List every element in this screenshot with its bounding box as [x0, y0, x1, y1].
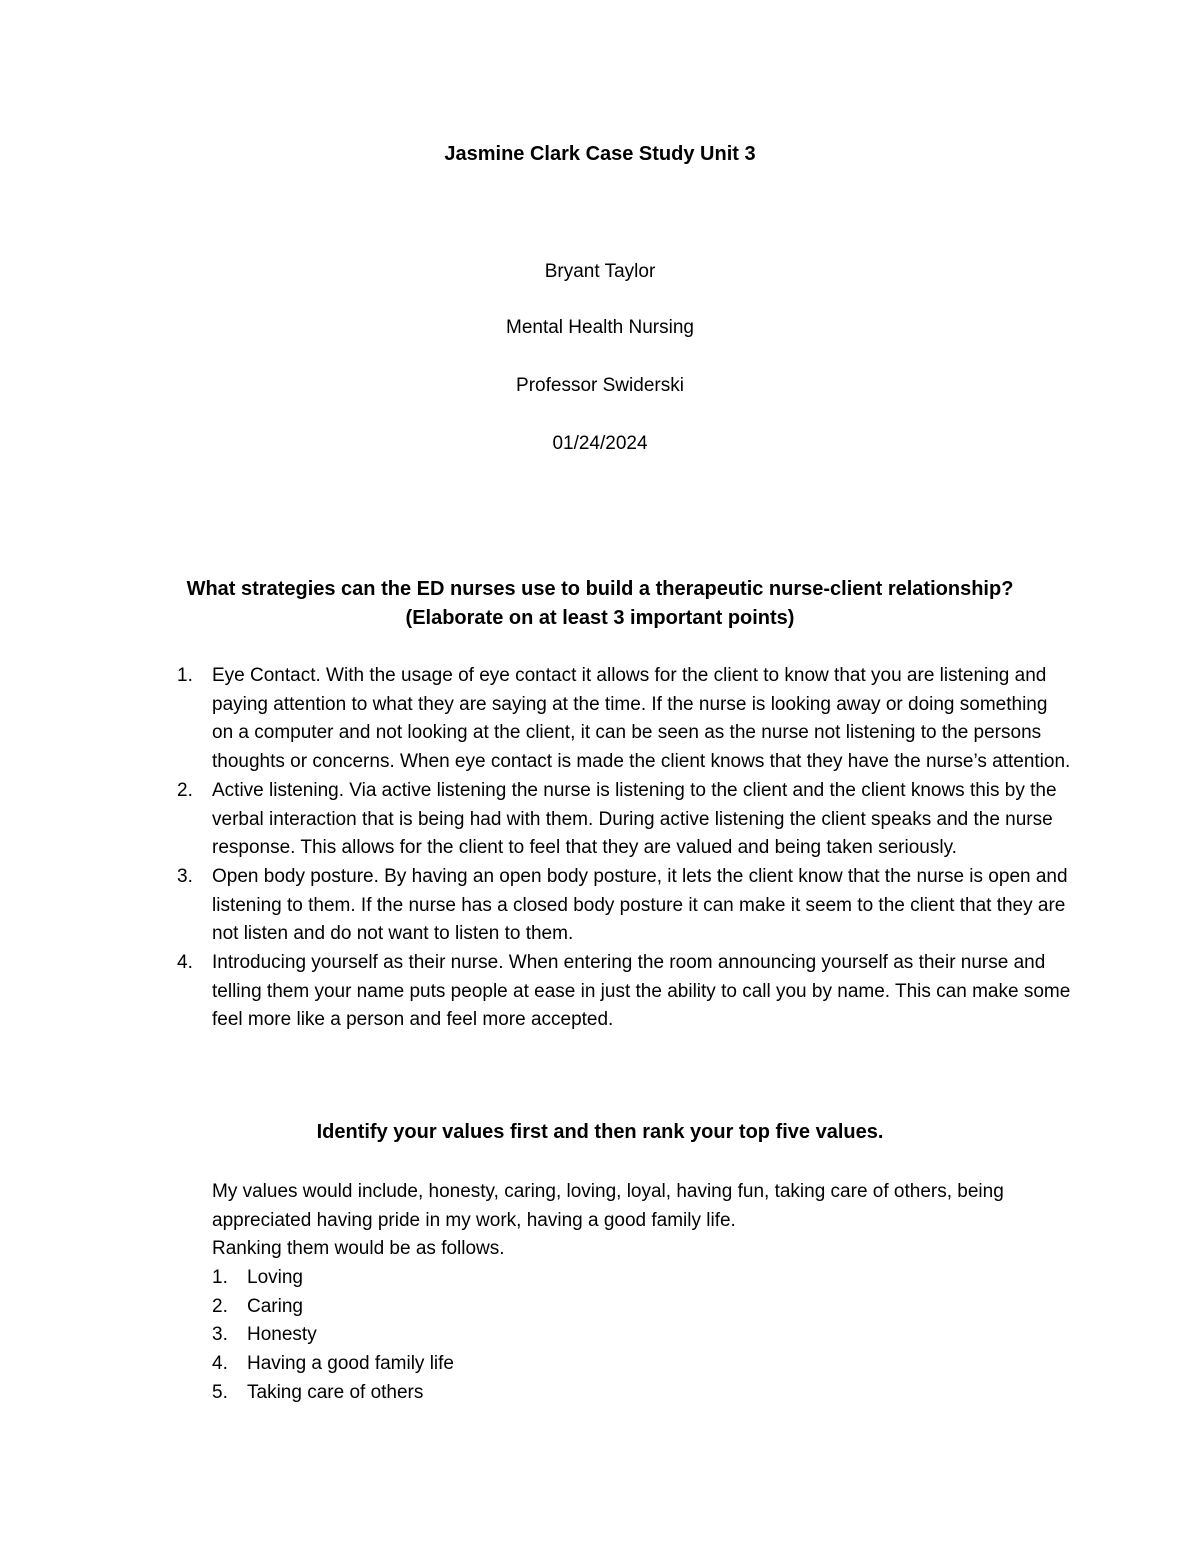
list-item [212, 1350, 747, 1379]
list-item [212, 1379, 747, 1408]
list-item-text: Eye Contact. With the usage of eye contact it allows for the client to know that you are listening and paying attention to what they are saying at the time. If the nurse is looking away or doing something on a computer and not looking at the client, it can be seen as the nurse not listening to the persons thoughts or concerns. When eye contact is made the client knows that they have the nurse’s attention. [212, 665, 1071, 773]
list-item-text: Open body posture. By having an open body posture, it lets the client know that the nurse is open and listening to them. If the nurse has a closed body posture it can make it seem to the client that they are not listen and do not want to listen to them. [212, 865, 1068, 945]
question-line-2: (Elaborate on at least 3 important points) [405, 607, 795, 629]
document-title: Jasmine Clark Case Study Unit 3 [444, 143, 756, 165]
strategies-list [177, 662, 1072, 1035]
list-item [177, 777, 1072, 863]
list-number: 4. [177, 952, 193, 974]
values-paragraph-line-2: Ranking them would be as follows. [212, 1238, 505, 1260]
values-paragraph-line-1: My values would include, honesty, caring, loving, loyal, having fun, taking care of others, being appreciated having pride in my work, having a good family life. [212, 1181, 1004, 1231]
list-number: 2. [177, 779, 193, 801]
values-paragraph [212, 1178, 1072, 1264]
author-name: Bryant Taylor [544, 261, 656, 282]
list-number: 3. [177, 865, 193, 887]
list-number: 1. [212, 1267, 228, 1288]
ranking-list [212, 1264, 747, 1408]
list-item-text: Having a good family life [247, 1353, 454, 1375]
list-item-text: Caring [247, 1295, 303, 1317]
list-item [177, 863, 1072, 949]
list-item-text: Honesty [247, 1324, 317, 1346]
values-heading: Identify your values first and then rank your top five values. [316, 1121, 884, 1143]
list-item [177, 662, 1072, 777]
list-item-text: Introducing yourself as their nurse. When entering the room announcing yourself as their nurse and telling them your name puts people at ease in just the ability to call you by name. This can make some feel more like a person and feel more accepted. [212, 952, 1071, 1031]
question-line-1: What strategies can the ED nurses use to build a therapeutic nurse-client relationship? [186, 578, 1014, 600]
question-heading [0, 575, 1200, 633]
list-item [177, 949, 1072, 1035]
course-name: Mental Health Nursing [506, 317, 694, 338]
list-number: 4. [212, 1353, 228, 1375]
list-number: 1. [177, 665, 193, 686]
list-item-text: Loving [247, 1267, 303, 1288]
document-date: 01/24/2024 [552, 433, 648, 454]
list-item [212, 1264, 747, 1293]
list-number: 3. [212, 1324, 228, 1346]
professor-name: Professor Swiderski [516, 375, 684, 396]
list-item-text: Taking care of others [247, 1381, 424, 1403]
list-item [212, 1321, 747, 1350]
list-item-text: Active listening. Via active listening the nurse is listening to the client and the client knows this by the verbal interaction that is being had with them. During active listening the client speaks and the nurse response. This allows for the client to feel that they are valued and being taken seriously. [212, 779, 1057, 859]
list-number: 5. [212, 1381, 228, 1403]
list-item [212, 1293, 747, 1322]
list-number: 2. [212, 1295, 228, 1317]
